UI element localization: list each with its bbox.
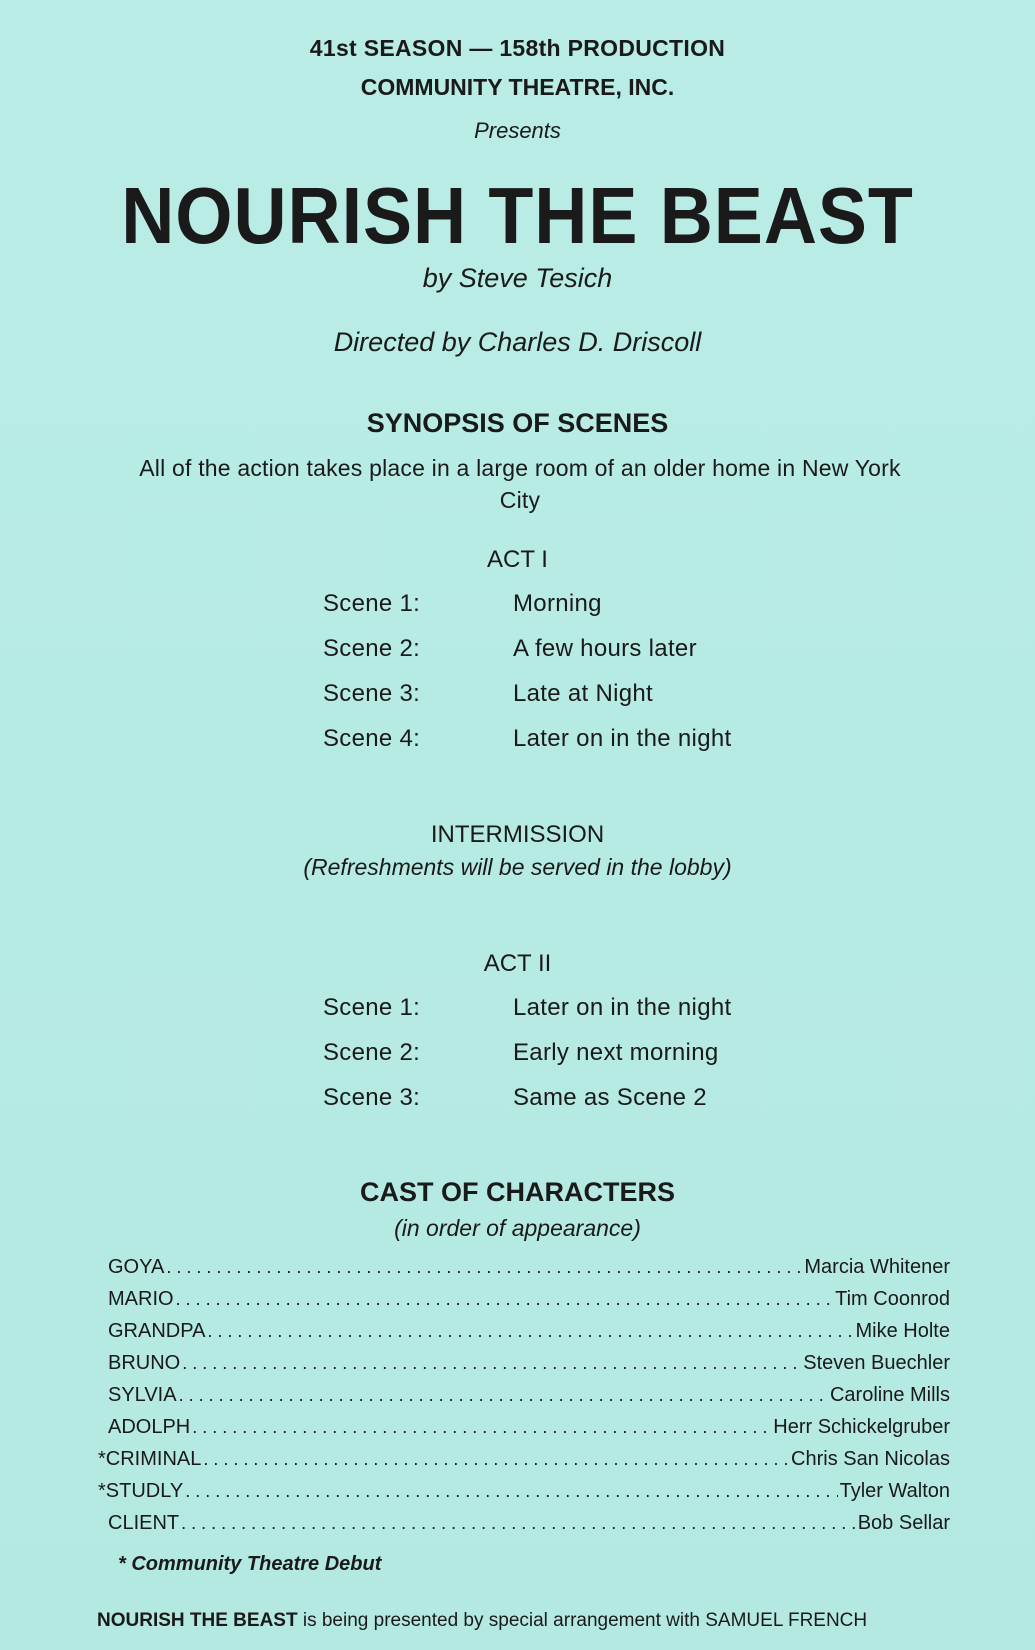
cast-role: GRANDPA: [108, 1320, 206, 1342]
cast-actor: Steven Buechler: [803, 1352, 950, 1374]
scene-number: Scene 2:: [323, 1039, 421, 1066]
cast-role: BRUNO: [108, 1352, 181, 1374]
scene-row: [323, 1084, 823, 1129]
act1-heading: ACT I: [487, 546, 548, 573]
cast-actor: Tyler Walton: [839, 1480, 950, 1502]
scene-number: Scene 1:: [323, 994, 421, 1021]
synopsis-text: All of the action takes place in a large room of an older home in New York City: [139, 455, 901, 513]
scene-number: Scene 4:: [323, 725, 421, 752]
cast-row: [108, 1320, 950, 1352]
scene-time: Later on in the night: [513, 725, 732, 752]
company-name: COMMUNITY THEATRE, INC.: [360, 74, 675, 100]
scene-row: [323, 725, 823, 770]
leader-dots: [181, 1513, 856, 1534]
cast-actor: Caroline Mills: [829, 1384, 950, 1406]
cast-role: CLIENT: [108, 1512, 180, 1534]
cast-row: [108, 1288, 950, 1320]
leader-dots: [207, 1321, 853, 1342]
leader-dots: [179, 1385, 828, 1406]
cast-actor: Tim Coonrod: [835, 1288, 950, 1310]
play-director: Directed by Charles D. Driscoll: [333, 327, 702, 357]
intermission-note: (Refreshments will be served in the lobby): [303, 854, 732, 880]
cast-role: MARIO: [108, 1288, 174, 1310]
leader-dots: [166, 1257, 802, 1278]
scene-time: Morning: [513, 590, 602, 617]
debut-note: * Community Theatre Debut: [118, 1553, 382, 1575]
scene-number: Scene 3:: [323, 1084, 421, 1111]
scene-time: Late at Night: [513, 680, 653, 707]
leader-dots: [185, 1481, 837, 1502]
scene-time: Same as Scene 2: [513, 1084, 707, 1111]
leader-dots: [203, 1449, 789, 1470]
scene-row: [323, 994, 823, 1039]
cast-role: SYLVIA: [108, 1384, 177, 1406]
cast-actor: Herr Schickelgruber: [773, 1416, 950, 1438]
cast-actor: Bob Sellar: [857, 1512, 950, 1534]
cast-subheading: (in order of appearance): [394, 1215, 641, 1241]
scene-row: [323, 635, 823, 680]
season-line: 41st SEASON — 158th PRODUCTION: [309, 35, 726, 61]
presents-line: Presents: [474, 118, 561, 143]
cast-row: [108, 1256, 950, 1288]
cast-row: [108, 1512, 950, 1544]
cast-actor: Mike Holte: [855, 1320, 950, 1342]
scene-number: Scene 3:: [323, 680, 421, 707]
cast-role: GOYA: [108, 1256, 165, 1278]
play-author: by Steve Tesich: [422, 263, 613, 293]
scene-time: Later on in the night: [513, 994, 732, 1021]
intermission-heading: INTERMISSION: [430, 821, 605, 848]
act2-scene-list: [323, 994, 823, 1129]
leader-dots: [182, 1353, 801, 1374]
synopsis-heading: SYNOPSIS OF SCENES: [366, 408, 669, 438]
scene-number: Scene 1:: [323, 590, 421, 617]
leader-dots: [192, 1417, 771, 1438]
leader-dots: [176, 1289, 834, 1310]
scene-row: [323, 1039, 823, 1084]
cast-row: [108, 1352, 950, 1384]
cast-role: *CRIMINAL: [98, 1448, 202, 1470]
cast-heading: CAST OF CHARACTERS: [360, 1177, 675, 1207]
scene-time: A few hours later: [513, 635, 697, 662]
scene-row: [323, 680, 823, 725]
cast-row: [98, 1480, 950, 1512]
cast-actor: Marcia Whitener: [804, 1256, 950, 1278]
rights-footer: [97, 1610, 977, 1632]
footer-text: is being presented by special arrangement with SAMUEL FRENCH: [297, 1610, 868, 1631]
cast-role: ADOLPH: [108, 1416, 191, 1438]
cast-actor: Chris San Nicolas: [791, 1448, 950, 1470]
scene-time: Early next morning: [513, 1039, 719, 1066]
scene-number: Scene 2:: [323, 635, 421, 662]
act1-scene-list: [323, 590, 823, 770]
act2-heading: ACT II: [483, 950, 552, 977]
footer-title: NOURISH THE BEAST: [97, 1610, 298, 1631]
scene-row: [323, 590, 823, 635]
cast-role: *STUDLY: [98, 1480, 184, 1502]
cast-row: [98, 1448, 950, 1480]
cast-row: [108, 1416, 950, 1448]
play-title: NOURISH THE BEAST: [121, 171, 914, 260]
cast-list: [98, 1256, 950, 1544]
cast-row: [108, 1384, 950, 1416]
